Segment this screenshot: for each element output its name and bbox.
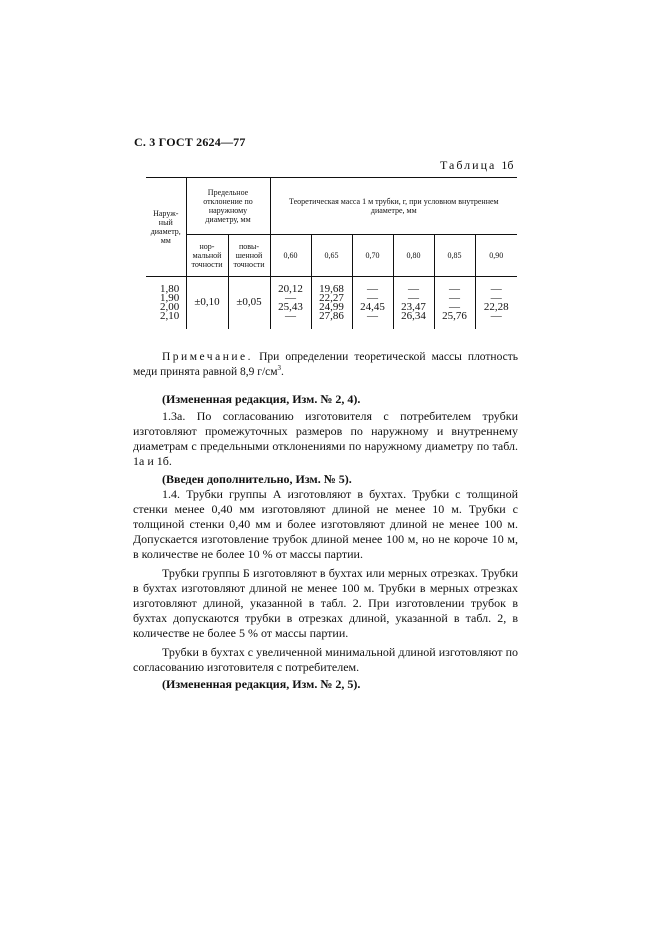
note-label: Примечание. [162,351,253,363]
mass-column-6: — — 22,28 — [475,277,517,329]
mass-table [146,177,517,329]
table-caption-number: 1б [501,158,514,172]
header-inner-diameter-3: 0,70 [352,235,393,277]
table-caption [440,158,513,173]
header-inner-diameter-1: 0,60 [270,235,311,277]
table-note [133,350,518,380]
header-inner-diameter-2: 0,65 [311,235,352,277]
mass-column-5: — — — 25,76 [434,277,475,329]
header-inner-diameter-5: 0,85 [434,235,475,277]
mass-column-4: — — 23,47 26,34 [393,277,434,329]
paragraph-1-3a: 1.3а. По согласованию изготовителя с потребителем трубки изготовляют промежуточных размеров по наружному и внутреннему диаметрам с предельными отклонениями по наружному диаметру по табл. 1а и 1б. [133,409,518,468]
mass-column-1: 20,12 — 25,43 — [270,277,311,329]
note-end: . [281,366,284,378]
paragraph-1-4: 1.4. Трубки группы А изготовляют в бухтах. Трубки с толщиной стенки менее 0,40 мм изготовляют длиной не менее 10 м. Трубки с толщиной стенки 0,40 мм и более изготовляют длиной не менее 100 м. Допускается изготовление трубок длиной менее 100 м, но не короче 10 м, в количестве не более 10 % от массы партии. [133,487,518,561]
tolerance-high: ±0,05 [228,277,270,329]
tolerance-normal: ±0,10 [186,277,228,329]
added-note: (Введен дополнительно, Изм. № 5). [162,472,352,486]
paragraph-coils: Трубки в бухтах с увеличенной минимальной длиной изготовляют по согласованию изготовителя с потребителем. [133,645,518,674]
mass-column-2: 19,68 22,27 24,99 27,86 [311,277,352,329]
amendment-note-1: (Измененная редакция, Изм. № 2, 4). [162,392,361,406]
header-outer-diameter: Наруж-ный диаметр, мм [146,178,186,277]
header-inner-diameter-4: 0,80 [393,235,434,277]
note-superscript: 3 [277,364,282,373]
table-caption-word: Таблица [440,158,497,172]
header-theoretical-mass: Теоретическая масса 1 м трубки, г, при условном внутреннем диаметре, мм [270,178,517,235]
mass-column-3: — — 24,45 — [352,277,393,329]
diameter-values: 1,80 1,90 2,00 2,10 [160,282,180,322]
page-header: С. 3 ГОСТ 2624—77 [134,135,246,149]
paragraph-group-b: Трубки группы Б изготовляют в бухтах или мерных отрезках. Трубки в бухтах изготовляют длиной не менее 100 м. Трубки в мерных отрезках изготовляют длиной, указанной в табл. 2. При изготовлении трубок в бухтах допускаются трубки в отрезках длиной, указанной в табл. 2, в количестве не более 5 % от массы партии. [133,566,518,640]
header-high-accuracy: повы-шенной точности [228,235,270,277]
header-inner-diameter-6: 0,90 [475,235,517,277]
header-tolerance: Предельное отклонение по наружному диаметру, мм [186,178,270,235]
header-normal-accuracy: нор-мальной точности [186,235,228,277]
note-text: При определении теоретической массы плотность меди принята равной 8,9 г/см [133,351,518,378]
body-text [133,392,518,692]
amendment-note-2: (Измененная редакция, Изм. № 2, 5). [162,677,361,691]
